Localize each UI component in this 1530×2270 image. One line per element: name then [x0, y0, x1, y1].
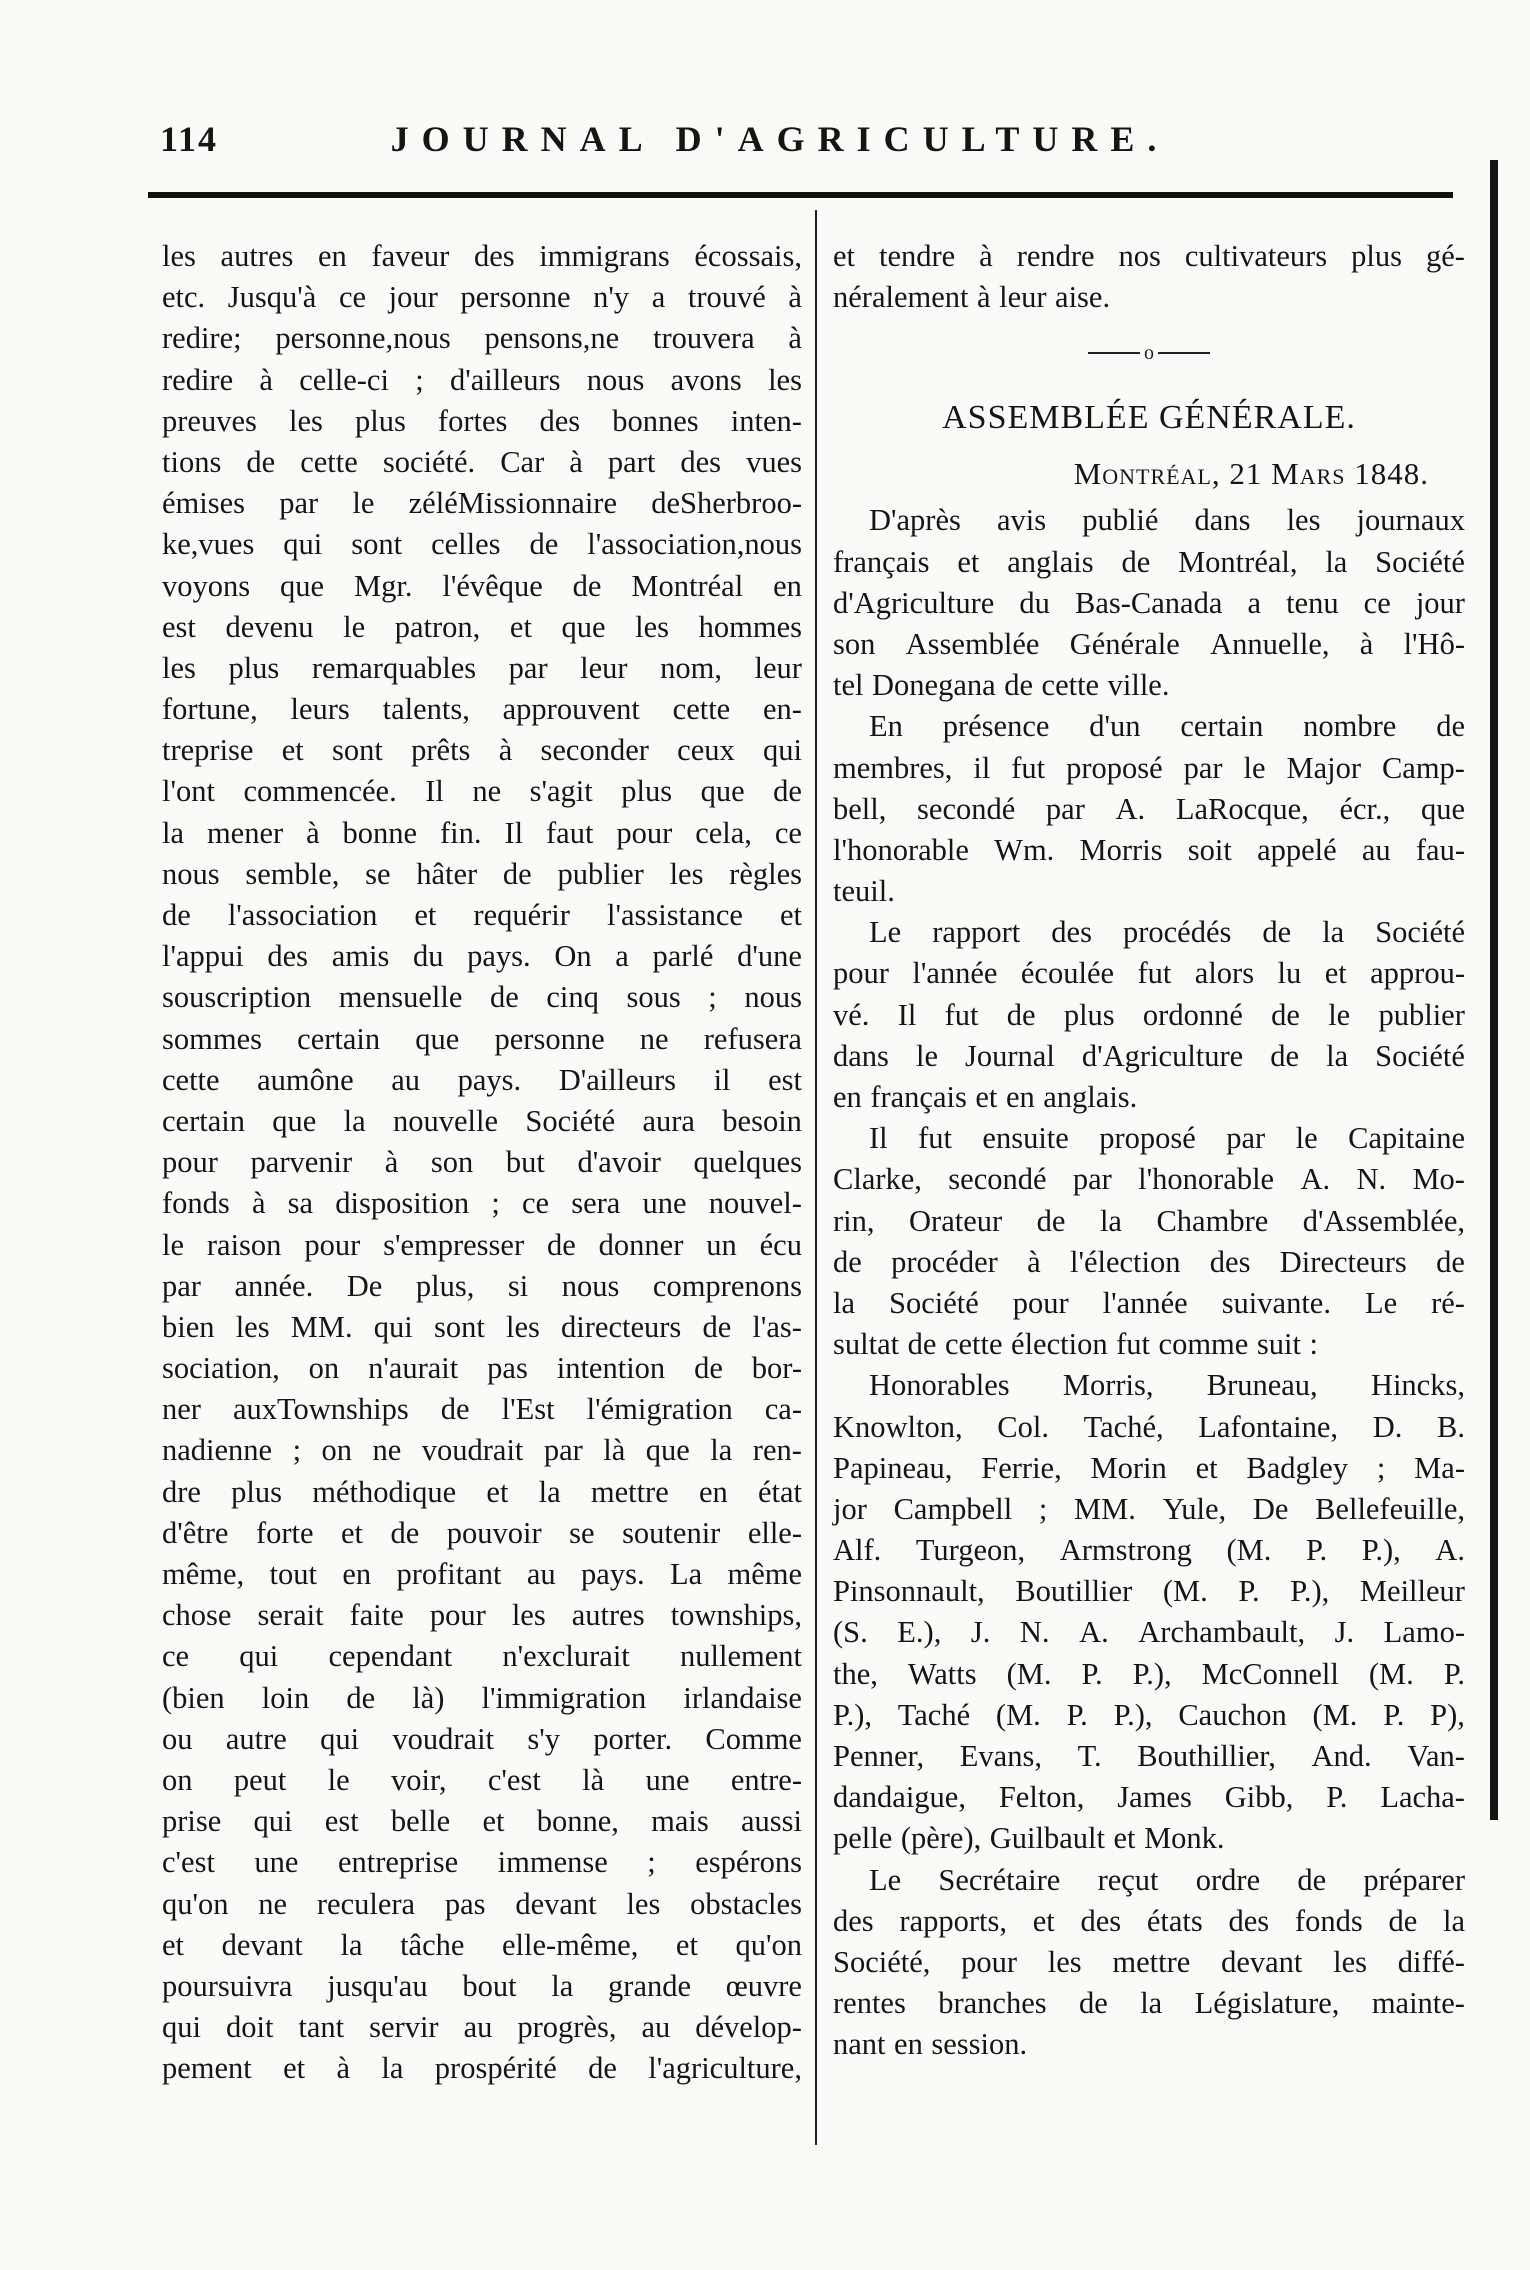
text-line: rentes branches de la Législature, mainte-: [833, 1986, 1465, 2021]
right-paragraphs: [833, 500, 1465, 2065]
text-line: rin, Orateur de la Chambre d'Assemblée,: [833, 1203, 1465, 1238]
text-line: Il fut ensuite proposé par le Capitaine: [869, 1121, 1465, 1156]
text-line: émises par le zéléMissionnaire deSherbroo-: [162, 486, 802, 521]
text-line: Alf. Turgeon, Armstrong (M. P. P.), A.: [833, 1533, 1465, 1568]
dateline: [833, 448, 1465, 500]
text-line: tions de cette société. Car à part des vues: [162, 444, 802, 479]
text-line: teuil.: [833, 874, 895, 909]
text-line: par année. De plus, si nous comprenons: [162, 1268, 802, 1303]
text-line: redire; personne,nous pensons,ne trouvera à: [162, 321, 802, 356]
text-line: sociation, on n'aurait pas intention de bor-: [162, 1351, 802, 1386]
text-line: sultat de cette élection fut comme suit :: [833, 1327, 1318, 1362]
text-line: la mener à bonne fin. Il faut pour cela, ce: [162, 815, 802, 850]
text-line: jor Campbell ; MM. Yule, De Bellefeuille,: [833, 1491, 1465, 1526]
text-line: the, Watts (M. P. P.), McConnell (M. P.: [833, 1656, 1465, 1691]
text-line: des rapports, et des états des fonds de la: [833, 1903, 1465, 1938]
text-line: (bien loin de là) l'immigration irlandaise: [162, 1680, 802, 1715]
text-line: bien les MM. qui sont les directeurs de l'as-: [162, 1309, 802, 1344]
text-line: néralement à leur aise.: [833, 280, 1111, 315]
text-line: Knowlton, Col. Taché, Lafontaine, D. B.: [833, 1409, 1465, 1444]
text-line: en français et en anglais.: [833, 1080, 1138, 1114]
text-line: voyons que Mgr. l'évêque de Montréal en: [162, 568, 802, 603]
text-line: cette aumône au pays. D'ailleurs il est: [162, 1062, 802, 1097]
text-line: Clarke, secondé par l'honorable A. N. Mo-: [833, 1162, 1465, 1197]
text-line: ke,vues qui sont celles de l'association,nous: [162, 527, 802, 562]
text-line: preuves les plus fortes des bonnes inten-: [162, 403, 802, 438]
text-line: c'est une entreprise immense ; espérons: [162, 1845, 802, 1880]
text-line: la Société pour l'année suivante. Le ré-: [833, 1285, 1465, 1320]
paragraph: [833, 912, 1465, 1118]
text-line: Honorables Morris, Bruneau, Hincks,: [869, 1368, 1465, 1403]
running-head: [150, 118, 1410, 178]
text-line: Pinsonnault, Boutillier (M. P. P.), Meilleur: [833, 1574, 1465, 1609]
text-line: Papineau, Ferrie, Morin et Badgley ; Ma-: [833, 1450, 1465, 1485]
text-line: l'appui des amis du pays. On a parlé d'une: [162, 939, 802, 974]
text-line: Le Secrétaire reçut ordre de préparer: [869, 1862, 1465, 1897]
text-line: nant en session.: [833, 2027, 1028, 2062]
right-intro-text: [833, 236, 1465, 318]
right-column: [833, 236, 1465, 2066]
text-line: fonds à sa disposition ; ce sera une nouvel-: [162, 1186, 802, 1221]
section-title: ASSEMBLÉE GÉNÉRALE.: [942, 399, 1356, 437]
text-line: pement et à la prospérité de l'agriculture,: [162, 2051, 802, 2086]
text-line: même, tout en profitant au pays. La même: [162, 1557, 802, 1591]
text-line: d'être forte et de pouvoir se soutenir elle-: [162, 1515, 802, 1550]
text-line: souscription mensuelle de cinq sous ; nous: [162, 980, 802, 1015]
text-line: et devant la tâche elle-même, et qu'on: [162, 1927, 802, 1962]
ornament-rule-icon: [1084, 343, 1214, 363]
text-line: d'Agriculture du Bas-Canada a tenu ce jour: [833, 585, 1465, 620]
text-line: pelle (père), Guilbault et Monk.: [833, 1821, 1225, 1856]
text-line: bell, secondé par A. LaRocque, écr., que: [833, 791, 1465, 826]
text-line: membres, il fut proposé par le Major Camp-: [833, 750, 1465, 785]
text-line: Société, pour les mettre devant les diffé-: [833, 1944, 1465, 1979]
text-line: pour l'année écoulée fut alors lu et approu-: [833, 956, 1465, 991]
left-column: [162, 236, 802, 2089]
text-line: redire à celle-ci ; d'ailleurs nous avons les: [162, 362, 802, 397]
text-line: Le rapport des procédés de la Société: [869, 915, 1465, 950]
text-line: nous semble, se hâter de publier les règles: [162, 856, 802, 891]
text-line: l'honorable Wm. Morris soit appelé au fau-: [833, 832, 1465, 867]
text-line: les autres en faveur des immigrans écossais,: [162, 239, 802, 273]
paragraph: [833, 706, 1465, 912]
text-line: En présence d'un certain nombre de: [869, 709, 1465, 744]
header-rule: [148, 192, 1453, 198]
text-line: certain que la nouvelle Société aura besoin: [162, 1103, 802, 1138]
text-line: (S. E.), J. N. A. Archambault, J. Lamo-: [833, 1615, 1465, 1650]
text-line: ce qui cependant n'exclurait nullement: [162, 1639, 802, 1674]
page-edge-border: [1490, 160, 1498, 1820]
text-line: dans le Journal d'Agriculture de la Société: [833, 1038, 1465, 1073]
text-line: de l'association et requérir l'assistance et: [162, 898, 802, 932]
text-line: poursuivra jusqu'au bout la grande œuvre: [162, 1968, 802, 2003]
text-line: etc. Jusqu'à ce jour personne n'y a trouvé à: [162, 280, 802, 315]
text-line: qui doit tant servir au progrès, au dévelop-: [162, 2010, 802, 2045]
journal-title: JOURNAL D'AGRICULTURE.: [390, 119, 1170, 159]
text-line: son Assemblée Générale Annuelle, à l'Hô-: [833, 626, 1465, 661]
paragraph: [833, 1860, 1465, 2066]
text-line: dre plus méthodique et la mettre en état: [162, 1474, 802, 1509]
text-line: tel Donegana de cette ville.: [833, 668, 1170, 703]
text-line: ner auxTownships de l'Est l'émigration ca-: [162, 1392, 802, 1427]
text-line: P.), Taché (M. P. P.), Cauchon (M. P. P),: [833, 1697, 1465, 1732]
text-line: D'après avis publié dans les journaux: [869, 503, 1465, 538]
paragraph: [833, 1365, 1465, 1859]
text-line: sommes certain que personne ne refusera: [162, 1021, 802, 1056]
text-line: de procéder à l'élection des Directeurs de: [833, 1244, 1465, 1279]
text-line: nadienne ; on ne voudrait par là que la ren-: [162, 1433, 802, 1468]
text-line: qu'on ne reculera pas devant les obstacles: [162, 1886, 802, 1921]
column-divider: [815, 210, 817, 2145]
paragraph: [833, 1118, 1465, 1365]
text-line: chose serait faite pour les autres townships,: [162, 1598, 802, 1633]
text-line: vé. Il fut de plus ordonné de le publier: [833, 997, 1465, 1032]
paragraph: [833, 500, 1465, 706]
text-line: est devenu le patron, et que les hommes: [162, 609, 802, 644]
text-line: dandaigue, Felton, James Gibb, P. Lacha-: [833, 1780, 1465, 1815]
text-line: fortune, leurs talents, approuvent cette en-: [162, 692, 802, 727]
ornament-glyph: o: [1144, 343, 1154, 364]
text-line: l'ont commencée. Il ne s'agit plus que de: [162, 774, 802, 809]
text-line: prise qui est belle et bonne, mais aussi: [162, 1804, 802, 1839]
text-line: treprise et sont prêts à seconder ceux qui: [162, 733, 802, 768]
page-number: 114: [160, 119, 219, 159]
text-line: français et anglais de Montréal, la Société: [833, 544, 1465, 579]
text-line: et tendre à rendre nos cultivateurs plus gé-: [833, 239, 1465, 273]
text-line: Penner, Evans, T. Bouthillier, And. Van-: [833, 1739, 1465, 1773]
section-ornament: [833, 318, 1465, 388]
text-line: on peut le voir, c'est là une entre-: [162, 1762, 802, 1797]
text-line: les plus remarquables par leur nom, leur: [162, 650, 802, 685]
text-line: pour parvenir à son but d'avoir quelques: [162, 1145, 802, 1180]
text-line: le raison pour s'empresser de donner un écu: [162, 1227, 802, 1262]
text-line: ou autre qui voudrait s'y porter. Comme: [162, 1721, 802, 1756]
dateline-text: Montréal, 21 Mars 1848.: [1073, 456, 1429, 492]
